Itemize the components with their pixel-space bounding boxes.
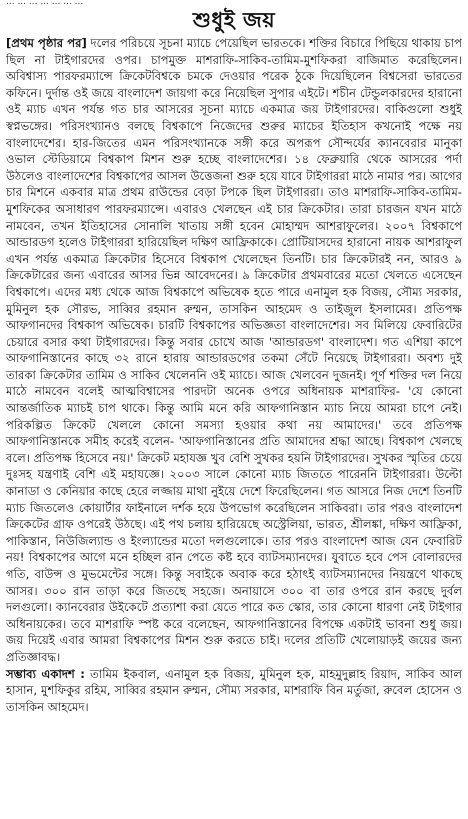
probable-eleven-list: তামিম ইকবাল, এনামুল হক বিজয়, মুমিনুল হক, মাহমুদুল্লাহ রিয়াদ, সাকিব আল হাসান, মুশফিকুর রহিম, সাব্বির রহমান রুম্মন, সৌম্য সরকার, মাশরাফি বিন মর্তুজা, রুবেল হোসেন ও তাসকিন আহমেদ। <box>6 666 462 714</box>
article-text: দলের পরিচয়ে সূচনা ম্যাচে পেয়েছিল ভারতকে। শক্তির বিচারে পিছিয়ে থাকায় চাপ ছিল না টাইগারদের ওপর। চাপমুক্ত মাশরাফি-সাকিব-তামিম-মুশফিকরা বাজিমাত করেছিলেন। অবিশ্বাস্য পারফরম্যান্সে ক্রিকেটবিশ্বকে চমকে দেওয়ার পরেক ঠুকে দিয়েছিলেন বিশ্বসেরা ভারতের কফিনে। দুর্দান্ত ওই জয়ে বাংলাদেশ জায়গা করে নিয়েছিল সুপার এইটে। শচীন টেন্ডুলকারদের হারানো ওই ম্যাচ এখন পর্যন্ত গত চার আসরের সূচনা ম্যাচে একমাত্র জয় টাইগারদের। বাকিগুলো শুধুই স্বপ্নভঙ্গের। পরিসংখ্যানও বলছে বিশ্বকাপে নিজেদের শুরুর ম্যাচের ইতিহাস কখনোই পক্ষে নয় বাংলাদেশের। হার-জিতের এমন পরিসংখ্যানকে সঙ্গী করে অপরূপ সৌন্দর্যের ক্যানবেরার মানুকা ওভাল স্টেডিয়ামে বিশ্বকাপ মিশন শুরু হচ্ছে বাংলাদেশের। ১৪ ফেব্রুয়ারি থেকে আসরের পর্দা উঠলেও বাংলাদেশের বিশ্বকাপের আসল উত্তেজনা শুরু হয়ে যাবে টাইগাররা মাঠে নামার পর। আগের চার মিশনে একবার মাত্র প্রথম রাউন্ডের বেড়া টপকে ছিল টাইগাররা। তাও মাশরাফি-সাকিব-তামিম-মুশফিকের অসাধারণ পারফরম্যান্সে। এবারও খেলছেন এই চার ক্রিকেটার। তারা চারজন যখন মাঠে নামবেন, তখন ইতিহাসের সোনালি খাতায় সঙ্গী হবেন মোহাম্মদ আশরাফুলের। ২০০৭ বিশ্বকাপে আন্ডারডগ হলেও টাইগাররা হারিয়েছিল দক্ষিণ আফ্রিকাকে। প্রোটিয়াসদের হারানো নায়ক আশরাফুল এখন পর্যন্ত একমাত্র ক্রিকেটার হিসেবে বিশ্বকাপ খেলেছেন তিনটি। চার ক্রিকেটারই নন, আরও ৯ ক্রিকেটারের জন্য এবারের আসর ভিন্ন আবেদনের। ৯ ক্রিকেটার প্রথমবারের মতো খেলতে এসেছেন বিশ্বকাপে। এদের মধ্য থেকে আজ বিশ্বকাপে অভিষেক হতে পারে এনামুল হক বিজয়, সৌম্য সরকার, মুমিনুল হক সৌরভ, সাব্বির রহমান রুম্মন, তাসকিন আহমেদ ও তাইজুল ইসলামের। প্রতিপক্ষ আফগানদের বিশ্বকাপ অভিষেক। চারটি বিশ্বকাপের অভিজ্ঞতা বাংলাদেশের। সব মিলিয়ে ফেবারিটের চেয়ারে বসার কথা টাইগারদের। কিন্তু সবার চোখে আজ 'আন্ডারডগ' বাংলাদেশ। গত এশিয়া কাপে আফগানিস্তানের কাছে ৩২ রানে হারায় আন্ডারডগের তকমা সেঁটে নিয়েছে টাইগাররা। অবশ্য দুই তারকা ক্রিকেটার তামিম ও সাকিব খেলেননি ওই ম্যাচে। আজ খেলবেন দুজনই। পূর্ণ শক্তির দল নিয়ে মাঠে নামবেন বলেই আত্মবিশ্বাসের পারদটা অনেক ওপরে অধিনায়ক মাশরাফির- 'যে কোনো আন্তর্জাতিক ম্যাচই চাপ থাকে। কিন্তু আমি মনে করি আফগানিস্তান ম্যাচ নিয়ে আমরা চাপে নেই। পরিকল্পিত ক্রিকেট খেললে কোনো সমস্যা হওয়ার কথা নয় আমাদের।' তবে প্রতিপক্ষ আফগানিস্তানকে সমীহ করেই বলেন- 'আফগানিস্তানের প্রতি আমাদের শ্রদ্ধা আছে। বিশ্বকাপ খেলছে বলে। প্রতিপক্ষ হিসেবে নয়।' ক্রিকেট মহাযজ্ঞ খুব বেশি সুখকর হয়নি টাইগারদের। সুখকর স্মৃতির চেয়ে দুঃসহ যন্ত্রণাই বেশি এই মহাযজ্ঞে। ২০০৩ সালে কোনো ম্যাচ জিততে পারেননি টাইগাররা। উল্টো কানাডা ও কেনিয়ার কাছে হেরে লজ্জায় মাথা নুইয়ে দেশে ফিরেছিলেন। গত আসরে নিজ দেশে তিনটি ম্যাচ জিতলেও কোয়ার্টার ফাইনালে দর্শক হয়ে উপভোগ করেছিলেন সাকিবরা। তার পরও বাংলাদেশ ক্রিকেটের গ্রাফ ওপরেই উঠছে। এই পথ চলায় হারিয়েছে অস্ট্রেলিয়া, ভারত, শ্রীলঙ্কা, দক্ষিণ আফ্রিকা, পাকিস্তান, নিউজিল্যান্ড ও ইংল্যান্ডের মতো দলগুলোকে। তার পরও বাংলাদেশ আজ যেন ফেবারিট নয়! বিশ্বকাপের আগে মনে হচ্ছিল রান পেতে কষ্ট হবে ব্যাটসম্যানদের। যুবাতে হবে পেস বোলারদের গতি, বাউন্স ও মুভমেন্টের সঙ্গে। কিন্তু সবাইকে অবাক করে হঠাৎই ব্যাটসম্যানদের নিয়ন্ত্রণে থাকছে আসর। ৩০০ রান তাড়া করে জিতছে সহজে। অনায়াসে ৩০০ বা তার ওপরে রান করছে দুর্বল দলগুলো। ক্যানবেরার উইকেটে প্রত্যাশা করা যেতে পারে কত স্কোর, তার কোনো ধারণা নেই টাইগার অধিনায়কের। তবে মাশরাফি স্পষ্ট করে বলেছেন, আফগানিস্তানের বিপক্ষে একটাই ভাবনা শুধু জয়। জয় দিয়েই এবার আমরা বিশ্বকাপের মিশন শুরু করতে চাই। দলের প্রতিটি খেলোয়াড়ই জয়ের জন্য প্রতিজ্ঞাবদ্ধ। <box>6 36 462 664</box>
article-body <box>6 35 462 715</box>
probable-eleven <box>6 666 462 716</box>
continued-from-tag: [প্রথম পৃষ্ঠার পর] <box>6 36 87 50</box>
article-headline: শুধুই জয় <box>192 8 276 32</box>
probable-eleven-label: সম্ভাব্য একাদশ : <box>6 666 85 681</box>
cut-off-top-line: ... ... ... ... ... ... ... <box>6 0 84 5</box>
article-paragraph <box>6 35 462 666</box>
